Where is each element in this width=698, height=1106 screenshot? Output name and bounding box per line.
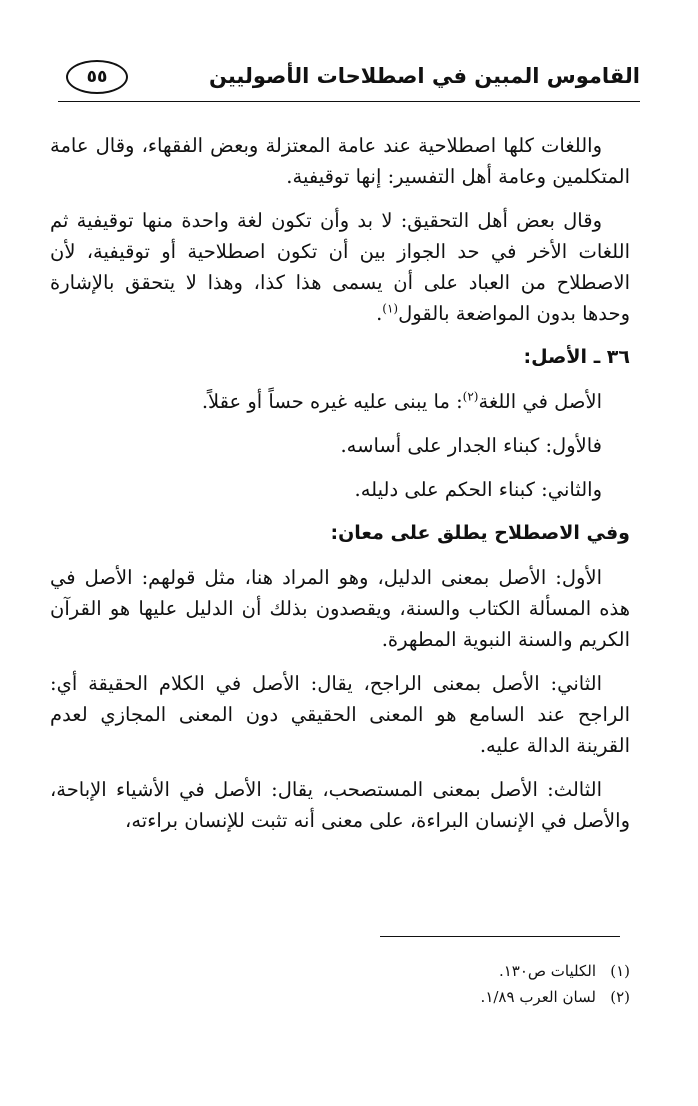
footnote-1 bbox=[60, 958, 630, 984]
meaning-first: الأول: الأصل بمعنى الدليل، وهو المراد هنا، مثل قولهم: الأصل في هذه المسألة الكتاب والسنة، ويقصدون بذلك أن الدليل عليها هو القرآن الكريم والسنة النبوية المطهرة. bbox=[50, 566, 630, 651]
footnote-mark: (٢) bbox=[610, 988, 630, 1006]
entry-title: الأصل: bbox=[523, 346, 588, 368]
main-text bbox=[50, 130, 630, 849]
footnote-ref-2[interactable]: (٢) bbox=[462, 389, 479, 404]
meaning-second: الثاني: الأصل بمعنى الراجح، يقال: الأصل في الكلام الحقيقة أي: الراجح عند السامع هو المعنى الحقيقي دون المعنى المجازي لعدم القرينة الدالة عليه. bbox=[50, 672, 630, 757]
meaning-third: الثالث: الأصل بمعنى المستصحب، يقال: الأصل في الأشياء الإباحة، والأصل في الإنسان البراءة، على معنى أنه تثبت للإنسان براءته، bbox=[50, 778, 630, 832]
entry-number: ٣٦ ـ bbox=[593, 346, 630, 368]
footnote-mark: (١) bbox=[610, 962, 630, 980]
footnote-text: لسان العرب ١/٨٩. bbox=[480, 988, 596, 1006]
footnote-ref-1[interactable]: (١) bbox=[382, 301, 399, 316]
first-example: فالأول: كبناء الجدار على أساسه. bbox=[340, 434, 602, 457]
book-title: القاموس المبين في اصطلاحات الأصوليين bbox=[208, 64, 640, 88]
paragraph-languages: واللغات كلها اصطلاحية عند عامة المعتزلة وبعض الفقهاء، وقال عامة المتكلمين وعامة أهل التفسير: إنها توقيفية. bbox=[50, 134, 630, 188]
term-heading: وفي الاصطلاح يطلق على معان: bbox=[330, 522, 630, 544]
paragraph-text: وقال بعض أهل التحقيق: لا بد وأن تكون لغة واحدة منها توقيفية ثم اللغات الأخر في حد الجواز بين أن تكون اصطلاحية أو توقيفية، لأن الاصطلاح من العباد على أن يسمى هذا كذا، وهذا لا يتحقق بالإشارة وحدها بدون المواضعة بالقول bbox=[50, 209, 630, 325]
second-example: والثاني: كبناء الحكم على دليله. bbox=[354, 478, 602, 501]
lang-definition bbox=[50, 386, 630, 417]
running-header bbox=[58, 58, 640, 102]
header-divider bbox=[58, 101, 640, 102]
page-number: ٥٥ bbox=[66, 60, 128, 94]
footnotes bbox=[60, 958, 630, 1010]
lang-definition-lead: الأصل في اللغة bbox=[478, 390, 602, 413]
footnote-divider bbox=[380, 936, 620, 937]
footnote-text: الكليات ص١٣٠. bbox=[498, 962, 596, 980]
footnote-2 bbox=[60, 984, 630, 1010]
lang-definition-text: : ما يبنى عليه غيره حساً أو عقلاً. bbox=[201, 390, 463, 413]
paragraph-end: . bbox=[376, 302, 383, 325]
entry-heading bbox=[50, 342, 630, 373]
paragraph-verification bbox=[50, 205, 630, 329]
